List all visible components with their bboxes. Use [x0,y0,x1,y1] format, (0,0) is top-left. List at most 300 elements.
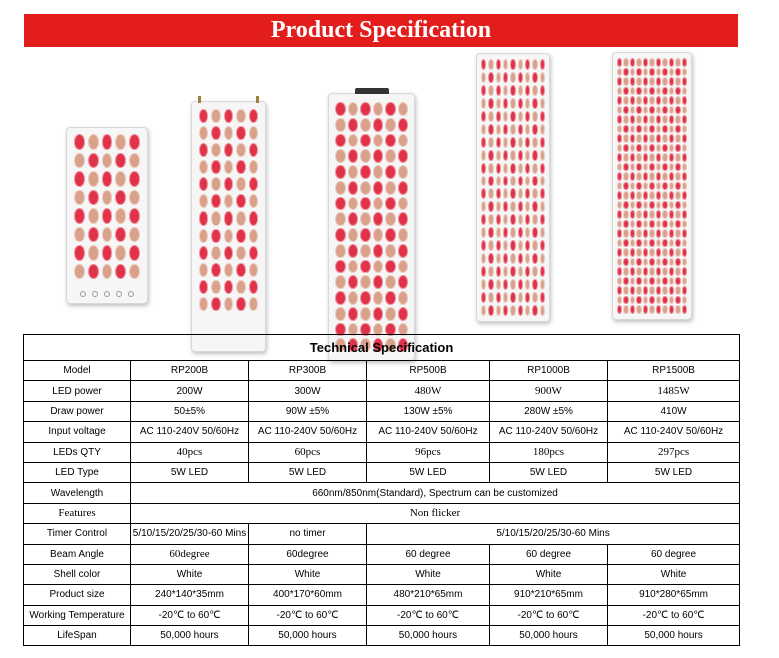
led-bulb [682,134,687,143]
led-bulb [649,58,654,67]
led-bulb [510,305,515,316]
led-bulb [656,267,661,276]
led-bulb [623,267,628,276]
led-bulb [669,239,674,248]
led-bulb [623,58,628,67]
led-bulb [481,188,486,199]
led-bulb [656,258,661,267]
led-bulb [636,115,641,124]
table-row [24,626,740,646]
led-bulb [518,227,523,238]
led-bulb [503,85,508,96]
led-bulb [617,182,622,191]
led-bulb [623,277,628,286]
led-bulb [532,59,537,70]
led-bulb [682,182,687,191]
led-bulb [623,153,628,162]
led-bulb [662,258,667,267]
led-bulb [249,211,258,225]
row-label: LifeSpan [24,626,131,646]
table-cell: 130W ±5% [367,401,490,421]
led-bulb [525,305,530,316]
led-bulb [532,176,537,187]
led-bulb [398,197,409,211]
led-bulb [630,305,635,314]
led-bulb [335,307,346,321]
led-bulb [682,239,687,248]
led-bulb [623,201,628,210]
led-bulb [675,277,680,286]
led-bulb [373,212,384,226]
led-bulb [510,111,515,122]
led-bulb [540,137,545,148]
led-bulb [496,279,501,290]
led-bulb [503,150,508,161]
led-bulb [488,201,493,212]
led-bulb [74,245,85,261]
led-bulb [532,150,537,161]
led-bulb [540,214,545,225]
led-bulb [481,253,486,264]
led-bulb [481,124,486,135]
led-bulb [335,181,346,195]
led-bulb [348,291,359,305]
led-bulb [675,210,680,219]
led-bulb [662,210,667,219]
led-bulb [617,96,622,105]
led-bulb [636,296,641,305]
table-cell: AC 110-240V 50/60Hz [490,422,608,442]
led-bulb [488,163,493,174]
led-bulb [348,260,359,274]
led-bulb [669,144,674,153]
led-bulb [630,210,635,219]
table-cell: 50±5% [131,401,249,421]
led-bulb [630,106,635,115]
led-bulb [518,111,523,122]
led-bulb [643,134,648,143]
led-bulb [236,246,245,260]
led-bulb [630,258,635,267]
led-bulb [623,239,628,248]
led-bulb [540,188,545,199]
table-cell: 5/10/15/20/25/30-60 Mins [367,524,740,544]
led-bulb [518,214,523,225]
table-cell: 180pcs [490,442,608,462]
led-bulb [643,125,648,134]
led-bulb [540,240,545,251]
led-bulb [510,292,515,303]
led-bulb [636,305,641,314]
led-bulb [373,275,384,289]
led-bulb [236,194,245,208]
led-bulb [532,72,537,83]
table-row [24,483,740,503]
led-bulb [617,87,622,96]
led-bulb [540,111,545,122]
led-bulb [488,124,493,135]
led-bulb [224,160,233,174]
led-bulb [236,229,245,243]
led-bulb [249,194,258,208]
led-bulb [636,77,641,86]
led-bulb [669,267,674,276]
led-bulb [496,111,501,122]
led-bulb [488,266,493,277]
led-bulb [525,279,530,290]
table-cell: 5W LED [608,462,740,482]
led-bulb [236,211,245,225]
led-bulb [199,177,208,191]
table-row [24,462,740,482]
led-bulb [74,208,85,224]
led-bulb [630,58,635,67]
led-bulb [669,305,674,314]
led-bulb [496,98,501,109]
led-bulb [335,197,346,211]
table-row [24,401,740,421]
led-bulb [518,253,523,264]
led-bulb [224,143,233,157]
led-bulb [675,58,680,67]
led-bulb [649,134,654,143]
led-bulb [236,160,245,174]
led-bulb [662,96,667,105]
led-bulb [518,124,523,135]
led-bulb [675,267,680,276]
led-bulb [115,134,126,150]
led-bulb [649,182,654,191]
led-bulb [630,201,635,210]
led-bulb [398,291,409,305]
led-bulb [669,125,674,134]
table-row [24,442,740,462]
led-bulb [115,208,126,224]
row-label: Beam Angle [24,544,131,564]
table-cell: AC 110-240V 50/60Hz [608,422,740,442]
led-bulb [199,109,208,123]
led-bulb [682,267,687,276]
led-bulb [649,277,654,286]
led-bulb [675,96,680,105]
led-bulb [532,266,537,277]
led-bulb [623,286,628,295]
led-bulb [510,201,515,212]
led-bulb [630,296,635,305]
led-bulb [385,134,396,148]
led-bulb [488,188,493,199]
led-bulb [348,118,359,132]
led-bulb [643,201,648,210]
page-banner [24,14,738,47]
led-bulb [662,248,667,257]
led-bulb [532,227,537,238]
led-bulb [669,134,674,143]
led-bulb [675,296,680,305]
led-bulb [496,163,501,174]
led-bulb [623,115,628,124]
led-bulb [656,153,661,162]
led-bulb [503,111,508,122]
led-bulb [224,109,233,123]
table-cell: 900W [490,381,608,401]
led-bulb [662,267,667,276]
row-label: LEDs QTY [24,442,131,462]
led-bulb [510,150,515,161]
led-bulb [636,106,641,115]
led-bulb [675,286,680,295]
led-bulb [636,163,641,172]
led-bulb [510,124,515,135]
table-cell: 40pcs [131,442,249,462]
led-bulb [617,258,622,267]
led-bulb [662,87,667,96]
table-row [24,361,740,381]
led-bulb [211,263,220,277]
led-bulb [540,201,545,212]
led-bulb [623,134,628,143]
led-bulb [675,163,680,172]
led-bulb [348,197,359,211]
led-bulb [224,297,233,311]
led-bulb [211,280,220,294]
led-bulb [385,212,396,226]
led-bulb [630,153,635,162]
led-bulb [617,115,622,124]
led-bulb [540,59,545,70]
table-cell: RP1000B [490,361,608,381]
led-bulb [540,72,545,83]
led-bulb [630,239,635,248]
table-cell: 480*210*65mm [367,585,490,605]
led-bulb [385,165,396,179]
led-bulb [617,58,622,67]
led-bulb [518,188,523,199]
led-bulb [669,191,674,200]
led-bulb [481,214,486,225]
led-bulb [129,208,140,224]
led-bulb [335,149,346,163]
led-bulb [348,212,359,226]
led-bulb [669,277,674,286]
table-cell: White [249,564,367,584]
row-label: Draw power [24,401,131,421]
led-bulb [656,125,661,134]
led-bulb [503,176,508,187]
led-bulb [675,258,680,267]
table-cell: 297pcs [608,442,740,462]
led-bulb [488,85,493,96]
led-bulb [74,153,85,169]
led-bulb [682,58,687,67]
led-bulb [518,85,523,96]
led-bulb [649,125,654,134]
led-bulb [481,59,486,70]
led-bulb [682,286,687,295]
led-bulb [675,153,680,162]
led-bulb [224,263,233,277]
led-bulb [630,191,635,200]
led-bulb [249,109,258,123]
led-bulb [682,96,687,105]
led-bulb [643,68,648,77]
table-cell: 480W [367,381,490,401]
led-bulb [669,296,674,305]
led-bulb [360,165,371,179]
led-bulb [348,244,359,258]
led-bulb [656,96,661,105]
led-bulb [623,125,628,134]
led-bulb [398,212,409,226]
led-bulb [623,220,628,229]
led-bulb [540,279,545,290]
table-cell: -20℃ to 60℃ [249,605,367,625]
led-bulb [129,153,140,169]
led-bulb [398,165,409,179]
led-bulb [649,106,654,115]
technical-specification-table [23,334,740,646]
led-bulb [662,239,667,248]
led-bulb [488,176,493,187]
led-bulb [617,296,622,305]
led-bulb [649,267,654,276]
led-bulb [249,263,258,277]
led-bulb [623,191,628,200]
led-bulb [385,197,396,211]
table-cell: White [367,564,490,584]
table-cell: White [131,564,249,584]
led-bulb [617,68,622,77]
led-bulb [102,264,113,280]
led-bulb [360,118,371,132]
led-bulb [532,85,537,96]
led-bulb [525,124,530,135]
led-bulb [656,58,661,67]
led-bulb [481,85,486,96]
table-cell: no timer [249,524,367,544]
led-bulb [669,68,674,77]
led-bulb [540,124,545,135]
row-label: Shell color [24,564,131,584]
led-bulb [649,115,654,124]
table-cell: 60pcs [249,442,367,462]
led-bulb [682,106,687,115]
control-buttons [67,291,147,297]
table-title: Technical Specification [24,335,740,361]
table-cell: -20℃ to 60℃ [490,605,608,625]
led-bulb [224,280,233,294]
led-bulb [643,248,648,257]
led-bulb [481,150,486,161]
led-bulb [662,163,667,172]
led-bulb [518,279,523,290]
led-bulb [525,85,530,96]
led-bulb [373,165,384,179]
led-bulb [385,291,396,305]
led-bulb [510,85,515,96]
led-bulb [348,134,359,148]
table-cell: RP500B [367,361,490,381]
led-bulb [518,201,523,212]
led-bulb [649,305,654,314]
led-bulb [532,201,537,212]
row-label: Features [24,503,131,523]
led-bulb [540,227,545,238]
led-bulb [636,68,641,77]
led-bulb [669,172,674,181]
led-bulb [662,286,667,295]
led-bulb [510,72,515,83]
led-bulb [88,264,99,280]
led-bulb [503,201,508,212]
led-bulb [656,248,661,257]
led-bulb [643,191,648,200]
led-bulb [675,134,680,143]
led-bulb [643,239,648,248]
led-bulb [656,163,661,172]
led-bulb [503,253,508,264]
led-bulb [636,153,641,162]
led-bulb [643,87,648,96]
led-bulb [496,201,501,212]
led-bulb [373,291,384,305]
led-bulb [496,292,501,303]
led-bulb [488,227,493,238]
led-bulb [617,163,622,172]
led-bulb [211,246,220,260]
led-bulb [532,305,537,316]
led-bulb [643,58,648,67]
led-bulb [74,190,85,206]
led-bulb [88,190,99,206]
led-bulb [643,153,648,162]
led-bulb [630,277,635,286]
led-bulb [682,115,687,124]
led-bulb [360,291,371,305]
led-bulb [649,191,654,200]
led-bulb [510,279,515,290]
led-bulb [199,263,208,277]
led-bulb [211,177,220,191]
led-bulb [199,246,208,260]
led-bulb [224,229,233,243]
led-bulb [503,266,508,277]
led-bulb [636,96,641,105]
led-bulb [682,144,687,153]
table-cell: 5W LED [249,462,367,482]
led-bulb [630,96,635,105]
led-bulb [503,137,508,148]
led-bulb [199,126,208,140]
led-bulb [525,292,530,303]
led-bulb [656,191,661,200]
led-bulb [88,153,99,169]
led-bulb [649,258,654,267]
led-bulb [199,194,208,208]
led-bulb [398,307,409,321]
led-bulb [129,190,140,206]
led-bulb [636,134,641,143]
led-bulb [199,143,208,157]
led-bulb [496,253,501,264]
led-bulb [636,277,641,286]
led-bulb [669,201,674,210]
led-bulb [675,144,680,153]
led-bulb [481,163,486,174]
led-bulb [656,305,661,314]
table-cell: AC 110-240V 50/60Hz [249,422,367,442]
table-cell: 300W [249,381,367,401]
